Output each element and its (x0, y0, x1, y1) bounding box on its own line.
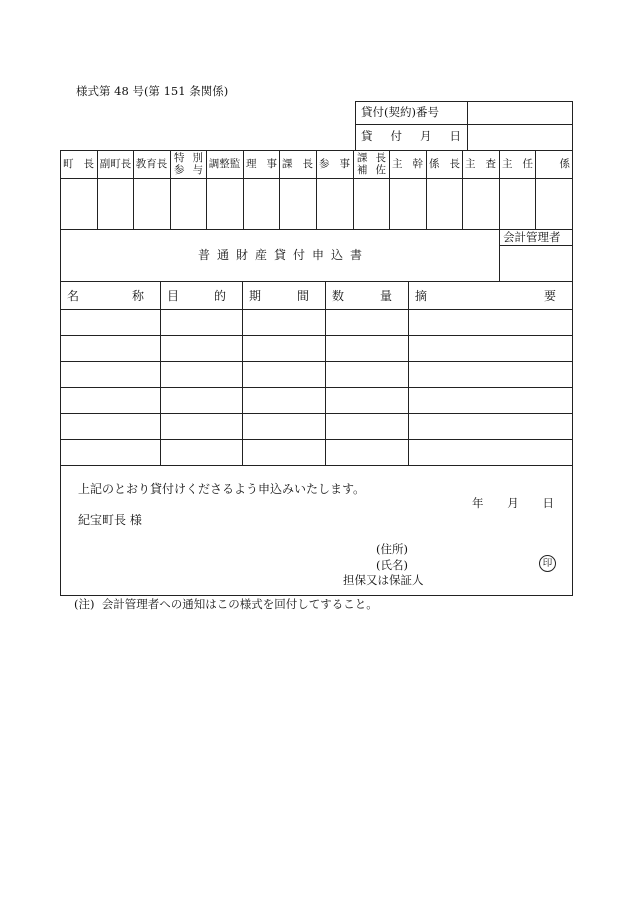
table-cell-quantity[interactable] (329, 394, 404, 412)
loan-date-field[interactable] (470, 127, 570, 149)
table-cell-name[interactable] (64, 394, 156, 412)
approval-header-char: 事 (339, 158, 350, 170)
approval-header-kacho (282, 159, 313, 170)
approval-header-kakari: 係 (559, 158, 570, 170)
table-cell-name[interactable] (64, 420, 156, 438)
loan-date-char: 付 (390, 129, 402, 143)
approval-header-row (357, 164, 386, 176)
approval-stamp-kakari[interactable] (537, 181, 570, 227)
approval-header-riji (246, 159, 277, 170)
table-cell-name[interactable] (64, 446, 156, 464)
approval-header-char: 参 (319, 158, 330, 170)
table-cell-period[interactable] (246, 316, 321, 334)
approval-stamp-chosei-kan[interactable] (208, 181, 241, 227)
approval-header-char: 別 (192, 152, 203, 164)
approval-stamp-sanji[interactable] (318, 181, 351, 227)
approval-header-char: 参 (174, 164, 185, 176)
approval-header-shukan (392, 159, 423, 170)
column-header-period (249, 290, 309, 302)
approval-header-kakaricho (429, 159, 460, 170)
seal-char: 印 (542, 558, 553, 569)
table-cell-quantity[interactable] (329, 342, 404, 360)
application-date-label (472, 498, 554, 510)
name-label: (氏名) (376, 558, 408, 572)
approval-header-char: 課 (282, 158, 293, 170)
approval-header-char: 特 (174, 152, 185, 164)
date-char: 月 (507, 496, 519, 510)
date-char: 年 (472, 496, 484, 510)
column-header-purpose (167, 290, 226, 302)
approval-header-char: 長 (449, 158, 460, 170)
column-header-char: 的 (213, 289, 226, 303)
table-cell-period[interactable] (246, 446, 321, 464)
approval-header-char: 主 (502, 158, 513, 170)
column-header-char: 名 (67, 289, 80, 303)
approval-header-cho (63, 159, 94, 170)
table-cell-remarks[interactable] (412, 368, 568, 386)
column-header-char: 称 (131, 289, 144, 303)
table-cell-purpose[interactable] (164, 446, 238, 464)
approval-header-shunin (502, 159, 533, 170)
loan-number-label: 貸付(契約)番号 (361, 105, 439, 119)
approval-header-tokubetsu-sanyo (174, 152, 203, 176)
accounting-manager-stamp[interactable] (501, 247, 571, 280)
approval-header-char: 長 (83, 158, 94, 170)
date-char: 日 (542, 496, 554, 510)
approval-header-char: 幹 (412, 158, 423, 170)
table-cell-purpose[interactable] (164, 420, 238, 438)
table-cell-quantity[interactable] (329, 316, 404, 334)
column-header-quantity (332, 290, 392, 302)
approval-header-shusa (465, 159, 496, 170)
table-cell-purpose[interactable] (164, 316, 238, 334)
approval-header-char: 主 (465, 158, 476, 170)
address-field[interactable] (420, 541, 560, 557)
approval-header-char: 町 (63, 158, 74, 170)
table-cell-period[interactable] (246, 394, 321, 412)
approval-header-char: 理 (246, 158, 257, 170)
loan-date-label (361, 131, 461, 143)
name-field[interactable] (420, 557, 530, 573)
approval-header-char: 課 (357, 152, 368, 164)
approval-header-char: 査 (485, 158, 496, 170)
table-cell-remarks[interactable] (412, 394, 568, 412)
approval-stamp-cho[interactable] (62, 181, 95, 227)
approval-header-kacho-hosa (357, 152, 386, 176)
approval-header-row (357, 152, 386, 164)
column-header-char: 摘 (415, 289, 428, 303)
addressee: 紀宝町長 様 (78, 513, 142, 527)
loan-date-char: 月 (420, 129, 432, 143)
approval-header-sanji (319, 159, 350, 170)
loan-date-char: 日 (449, 129, 461, 143)
approval-stamp-tokubetsu-sanyo[interactable] (172, 181, 205, 227)
table-cell-purpose[interactable] (164, 342, 238, 360)
approval-header-char: 任 (522, 158, 533, 170)
guarantor-label: 担保又は保証人 (343, 573, 424, 587)
table-cell-name[interactable] (64, 368, 156, 386)
approval-header-char: 佐 (375, 164, 386, 176)
approval-stamp-riji[interactable] (245, 181, 278, 227)
column-header-char: 期 (249, 289, 262, 303)
address-label: (住所) (376, 542, 408, 556)
table-cell-name[interactable] (64, 316, 156, 334)
table-cell-quantity[interactable] (329, 368, 404, 386)
table-cell-remarks[interactable] (412, 316, 568, 334)
approval-stamp-fukucho[interactable] (99, 181, 132, 227)
column-header-char: 要 (543, 289, 556, 303)
approval-stamp-shusa[interactable] (464, 181, 497, 227)
approval-header-char: 事 (266, 158, 277, 170)
column-header-char: 数 (332, 289, 345, 303)
loan-number-field[interactable] (470, 104, 570, 122)
column-header-char: 間 (296, 289, 309, 303)
approval-header-char: 補 (357, 164, 368, 176)
table-cell-quantity[interactable] (329, 420, 404, 438)
column-header-char: 目 (167, 289, 180, 303)
form-number-label: 様式第 48 号(第 151 条関係) (76, 84, 229, 98)
accounting-manager-label: 会計管理者 (503, 230, 561, 244)
application-statement: 上記のとおり貸付けくださるよう申込みいたします。 (78, 482, 366, 496)
approval-stamp-shukan[interactable] (391, 181, 424, 227)
column-header-remarks (415, 290, 556, 302)
form-title: 普通財産貸付申込書 (198, 248, 370, 262)
table-cell-remarks[interactable] (412, 342, 568, 360)
approval-stamp-kakaricho[interactable] (428, 181, 461, 227)
loan-date-char: 貸 (361, 129, 373, 143)
approval-header-row (174, 152, 203, 164)
table-cell-period[interactable] (246, 342, 321, 360)
approval-stamp-kacho-hosa[interactable] (355, 181, 388, 227)
column-header-char: 量 (379, 289, 392, 303)
approval-header-chosei-kan: 調整監 (208, 158, 241, 170)
table-cell-purpose[interactable] (164, 394, 238, 412)
table-cell-quantity[interactable] (329, 446, 404, 464)
approval-header-row (174, 164, 203, 176)
approval-header-char: 長 (375, 152, 386, 164)
table-cell-remarks[interactable] (412, 420, 568, 438)
table-cell-name[interactable] (64, 342, 156, 360)
approval-header-fukucho: 副町長 (99, 158, 132, 170)
approval-stamp-kacho[interactable] (281, 181, 314, 227)
approval-header-kyoikucho: 教育長 (135, 158, 168, 170)
seal-icon (539, 555, 556, 572)
table-cell-period[interactable] (246, 420, 321, 438)
footnote: (注) 会計管理者への通知はこの様式を回付してすること。 (74, 597, 378, 611)
table-cell-purpose[interactable] (164, 368, 238, 386)
table-cell-remarks[interactable] (412, 446, 568, 464)
approval-header-char: 与 (192, 164, 203, 176)
column-header-name (67, 290, 144, 302)
table-cell-period[interactable] (246, 368, 321, 386)
approval-stamp-shunin[interactable] (501, 181, 534, 227)
approval-header-char: 長 (302, 158, 313, 170)
approval-header-char: 係 (429, 158, 440, 170)
approval-stamp-kyoikucho[interactable] (135, 181, 168, 227)
approval-header-char: 主 (392, 158, 403, 170)
